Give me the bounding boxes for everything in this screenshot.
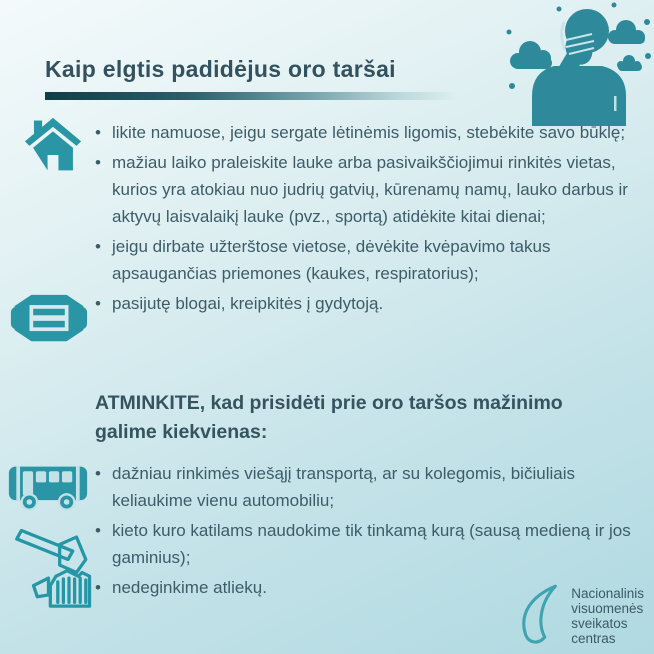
- face-mask-icon: [10, 293, 88, 343]
- logo-line: visuomenės: [571, 601, 644, 616]
- house-icon: [24, 116, 82, 172]
- nvsc-logo: [513, 582, 644, 650]
- logo-line: Nacionalinis: [571, 586, 644, 601]
- list-item: • nedeginkime atliekų.: [95, 574, 642, 601]
- list-item: • likite namuose, jeigu sergate lėtinėmis ligomis, stebėkite savo būklę;: [95, 119, 642, 146]
- bus-icon: [7, 461, 89, 511]
- nvsc-leaf-logo-icon: [513, 582, 565, 650]
- axe-firewood-icon: [13, 524, 97, 610]
- list-item: • dažniau rinkimės viešąjį transportą, ar su kolegomis, bičiuliais keliaukime vienu automobiliu;: [95, 460, 642, 514]
- advice-list: [95, 119, 642, 320]
- list-item: • kieto kuro katilams naudokime tik tinkamą kurą (sausą medieną ir jos gaminius);: [95, 517, 642, 571]
- person-coughing-illustration: [502, 0, 654, 126]
- logo-line: centras: [571, 631, 616, 646]
- reminder-heading: ATMINKITE, kad prisidėti prie oro taršos mažinimo galime kiekvienas:: [95, 392, 563, 443]
- nvsc-logo-text: [571, 586, 644, 646]
- list-item: • pasijutę blogai, kreipkitės į gydytoją.: [95, 290, 642, 317]
- logo-line: sveikatos: [571, 616, 628, 631]
- page-title: Kaip elgtis padidėjus oro taršai: [45, 56, 396, 82]
- list-item: • mažiau laiko praleiskite lauke arba pasivaikščiojimui rinkitės vietas, kurios yra atokiau nuo judrių gatvių, kūrenamų namų, lauko darbus ir aktyvų laisvalaikį lauke (pvz., sportą) atidėkite kitai dienai;: [95, 149, 642, 230]
- list-item: • jeigu dirbate užterštose vietose, dėvėkite kvėpavimo takus apsaugančias priemones (kaukes, respiratorius);: [95, 233, 642, 287]
- title-underline-bar: [45, 92, 458, 100]
